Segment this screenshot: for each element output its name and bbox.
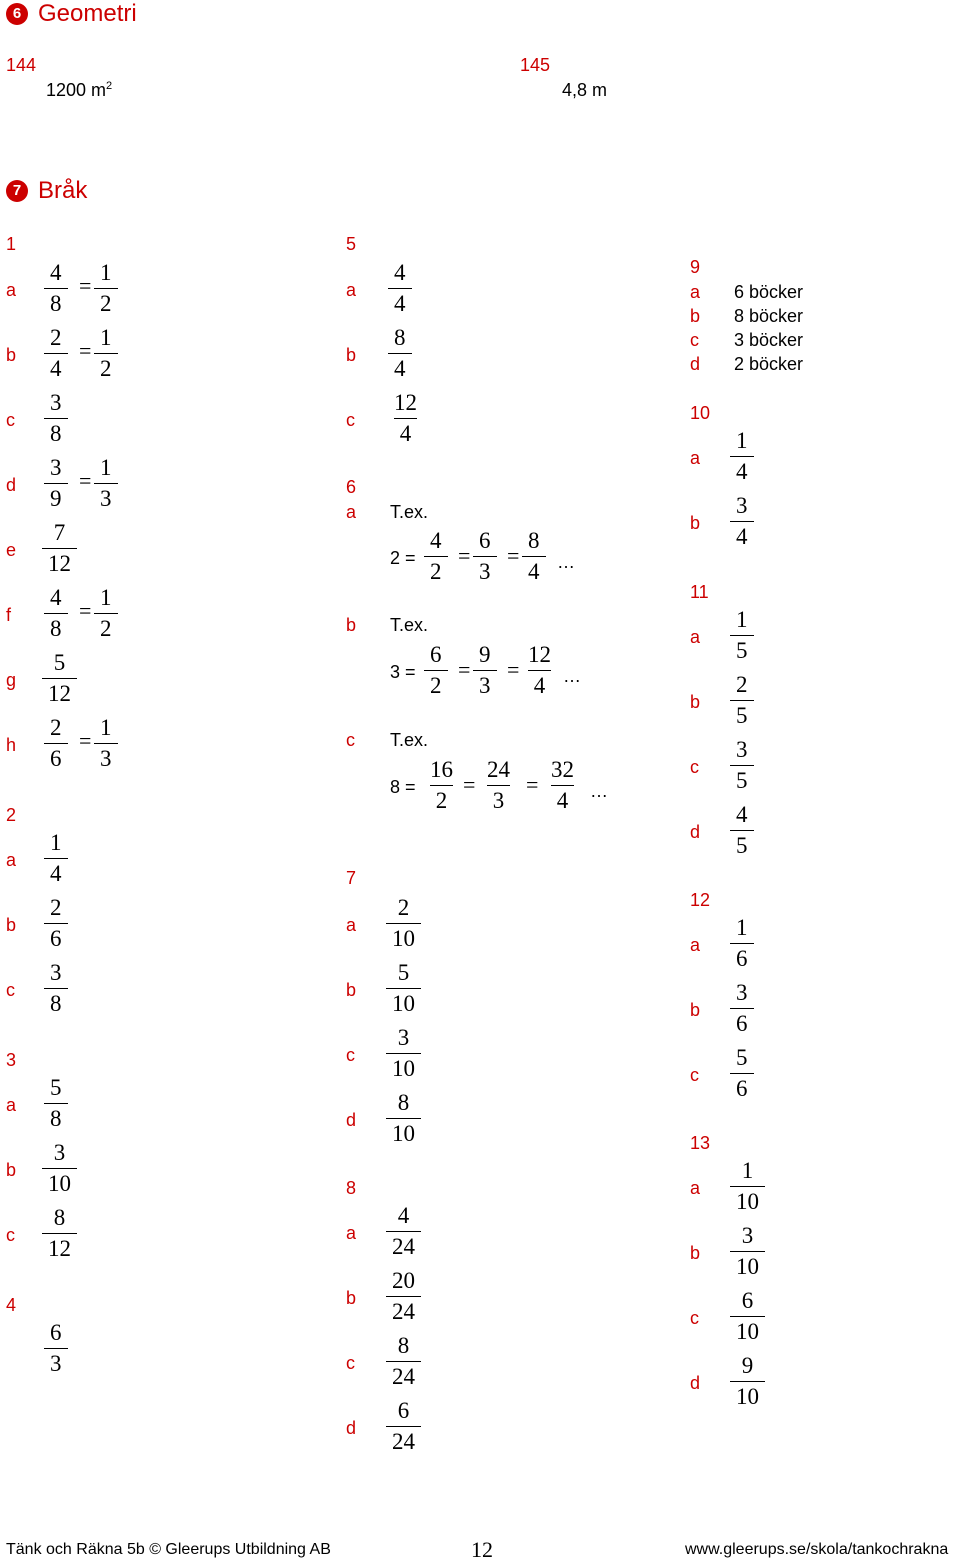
- equals-sign: =: [79, 728, 92, 753]
- item-label: c: [6, 980, 15, 1000]
- fraction: $\frac{4}{5}$: [730, 800, 754, 861]
- item-label: c: [6, 410, 15, 430]
- fraction: $\frac{8}{4}$: [388, 323, 412, 384]
- item-label: c: [346, 1045, 355, 1065]
- exercise-number-144: 144: [6, 55, 37, 75]
- item-label: d: [346, 1110, 357, 1130]
- fraction: $\frac{2}{6}$: [44, 893, 68, 954]
- fraction: $\frac{3}{4}$: [730, 491, 754, 552]
- item-label: b: [690, 1000, 701, 1020]
- item-label: f: [6, 605, 12, 625]
- item-label: b: [690, 513, 701, 533]
- fraction: $\frac{6}{3}$: [473, 526, 497, 587]
- fraction: $\frac{4}{8}$: [44, 583, 68, 644]
- section-brak-heading: [6, 177, 87, 205]
- fraction: $\frac{6}{2}$: [424, 640, 448, 701]
- exercise-number-5: 5: [346, 234, 357, 254]
- equals-sign: =: [507, 543, 520, 568]
- exercise-number-12: 12: [690, 890, 711, 910]
- fraction: $\frac{16}{2}$: [424, 755, 459, 816]
- exercise-number-6: 6: [346, 477, 357, 497]
- section-title: Geometri: [38, 0, 137, 27]
- item-label: b: [690, 1243, 701, 1263]
- page-number: 12: [471, 1537, 493, 1562]
- item-label: c: [690, 1308, 699, 1328]
- item-label: c: [346, 410, 355, 430]
- fraction: $\frac{7}{12}$: [42, 518, 77, 579]
- fraction: $\frac{5}{6}$: [730, 1043, 754, 1104]
- answer-text: 8 böcker: [734, 306, 804, 326]
- exercise-number-2: 2: [6, 805, 17, 825]
- fraction: $\frac{1}{3}$: [94, 713, 118, 774]
- fraction: $\frac{20}{24}$: [386, 1266, 421, 1327]
- exercise-number-13: 13: [690, 1133, 711, 1153]
- item-label: a: [690, 282, 701, 302]
- exercise-number-1: 1: [6, 234, 17, 254]
- section-title: Bråk: [38, 177, 88, 204]
- exercise-number-11: 11: [690, 582, 709, 602]
- item-label: h: [6, 735, 17, 755]
- fraction: $\frac{32}{4}$: [545, 755, 580, 816]
- item-label: c: [690, 757, 699, 777]
- fraction: $\frac{12}{4}$: [388, 388, 423, 449]
- item-label: a: [346, 280, 357, 300]
- lead-value: 8 =: [390, 777, 416, 797]
- fraction: $\frac{5}{8}$: [44, 1073, 68, 1134]
- section-geometri-heading: [6, 0, 137, 28]
- item-label: a: [6, 280, 17, 300]
- answer-text: 3 böcker: [734, 330, 804, 350]
- answer-145: 4,8 m: [562, 80, 608, 100]
- exercise-number-9: 9: [690, 257, 701, 277]
- item-label: b: [346, 1288, 357, 1308]
- ellipsis: …: [590, 781, 608, 801]
- fraction: $\frac{1}{4}$: [730, 426, 754, 487]
- fraction: $\frac{1}{2}$: [94, 258, 118, 319]
- ellipsis: …: [563, 666, 581, 686]
- section-number-badge: 7: [6, 180, 28, 202]
- fraction: $\frac{3}{10}$: [730, 1221, 765, 1282]
- fraction: $\frac{4}{2}$: [424, 526, 448, 587]
- item-label: d: [690, 822, 701, 842]
- lead-value: 2 =: [390, 548, 416, 568]
- example-label: T.ex.: [390, 730, 429, 750]
- fraction: $\frac{4}{4}$: [388, 258, 412, 319]
- item-label: d: [690, 354, 701, 374]
- fraction: $\frac{2}{10}$: [386, 893, 421, 954]
- fraction: $\frac{4}{24}$: [386, 1201, 421, 1262]
- fraction: $\frac{2}{5}$: [730, 670, 754, 731]
- fraction: $\frac{24}{3}$: [481, 755, 516, 816]
- example-label: T.ex.: [390, 502, 429, 522]
- item-label: b: [346, 615, 357, 635]
- fraction: $\frac{2}{6}$: [44, 713, 68, 774]
- equals-sign: =: [458, 657, 471, 682]
- fraction: $\frac{3}{10}$: [386, 1023, 421, 1084]
- item-label: a: [346, 1223, 357, 1243]
- fraction: $\frac{1}{4}$: [44, 828, 68, 889]
- item-label: c: [690, 1065, 699, 1085]
- item-label: e: [6, 540, 17, 560]
- footer-url[interactable]: www.gleerups.se/skola/tankochrakna: [685, 1541, 949, 1558]
- item-label: b: [6, 915, 17, 935]
- item-label: g: [6, 670, 17, 690]
- exercise-number-4: 4: [6, 1295, 17, 1315]
- item-label: b: [690, 306, 701, 326]
- exercise-number-7: 7: [346, 868, 357, 888]
- equals-sign: =: [463, 772, 476, 797]
- fraction: $\frac{1}{3}$: [94, 453, 118, 514]
- item-label: a: [690, 935, 701, 955]
- fraction: $\frac{3}{8}$: [44, 388, 68, 449]
- item-label: a: [690, 627, 701, 647]
- fraction: $\frac{1}{6}$: [730, 913, 754, 974]
- item-label: d: [6, 475, 17, 495]
- equals-sign: =: [526, 772, 539, 797]
- item-label: a: [6, 1095, 17, 1115]
- fraction: $\frac{1}{10}$: [730, 1156, 765, 1217]
- fraction: $\frac{6}{3}$: [44, 1318, 68, 1379]
- fraction: $\frac{8}{10}$: [386, 1088, 421, 1149]
- fraction: $\frac{3}{5}$: [730, 735, 754, 796]
- section-number-badge: 6: [6, 3, 28, 25]
- fraction: $\frac{3}{6}$: [730, 978, 754, 1039]
- answer-144: 1200 $m^2$: [46, 80, 113, 100]
- exercise-number-8: 8: [346, 1178, 357, 1198]
- fraction: $\frac{1}{2}$: [94, 583, 118, 644]
- fraction: $\frac{8}{12}$: [42, 1203, 77, 1264]
- footer-publisher: Tänk och Räkna 5b © Gleerups Utbildning AB: [6, 1541, 331, 1558]
- fraction: $\frac{9}{3}$: [473, 640, 497, 701]
- fraction: $\frac{9}{10}$: [730, 1351, 765, 1412]
- item-label: c: [6, 1225, 15, 1245]
- fraction: $\frac{3}{8}$: [44, 958, 68, 1019]
- equals-sign: =: [79, 338, 92, 363]
- item-label: a: [6, 850, 17, 870]
- answer-text: 6 böcker: [734, 282, 804, 302]
- equals-sign: =: [458, 543, 471, 568]
- fraction: $\frac{6}{24}$: [386, 1396, 421, 1457]
- item-label: c: [690, 330, 699, 350]
- fraction: $\frac{3}{10}$: [42, 1138, 77, 1199]
- fraction: $\frac{8}{24}$: [386, 1331, 421, 1392]
- fraction: $\frac{1}{5}$: [730, 605, 754, 666]
- answer-text: 2 böcker: [734, 354, 804, 374]
- equals-sign: =: [79, 598, 92, 623]
- item-label: c: [346, 730, 355, 750]
- item-label: d: [690, 1373, 701, 1393]
- exercise-number-145: 145: [520, 55, 551, 75]
- item-label: b: [690, 692, 701, 712]
- example-label: T.ex.: [390, 615, 429, 635]
- item-label: a: [346, 502, 357, 522]
- equals-sign: =: [79, 273, 92, 298]
- item-label: b: [6, 345, 17, 365]
- item-label: a: [690, 448, 701, 468]
- fraction: $\frac{2}{4}$: [44, 323, 68, 384]
- item-label: d: [346, 1418, 357, 1438]
- fraction: $\frac{3}{9}$: [44, 453, 68, 514]
- fraction: $\frac{1}{2}$: [94, 323, 118, 384]
- fraction: $\frac{4}{8}$: [44, 258, 68, 319]
- item-label: a: [346, 915, 357, 935]
- item-label: c: [346, 1353, 355, 1373]
- fraction: $\frac{6}{10}$: [730, 1286, 765, 1347]
- fraction: $\frac{8}{4}$: [522, 526, 546, 587]
- item-label: b: [346, 345, 357, 365]
- fraction: $\frac{12}{4}$: [522, 640, 557, 701]
- item-label: a: [690, 1178, 701, 1198]
- item-label: b: [6, 1160, 17, 1180]
- fraction: $\frac{5}{12}$: [42, 648, 77, 709]
- exercise-number-10: 10: [690, 403, 711, 423]
- ellipsis: …: [557, 552, 575, 572]
- exercise-number-3: 3: [6, 1050, 17, 1070]
- item-label: b: [346, 980, 357, 1000]
- equals-sign: =: [507, 657, 520, 682]
- equals-sign: =: [79, 468, 92, 493]
- lead-value: 3 =: [390, 662, 416, 682]
- fraction: $\frac{5}{10}$: [386, 958, 421, 1019]
